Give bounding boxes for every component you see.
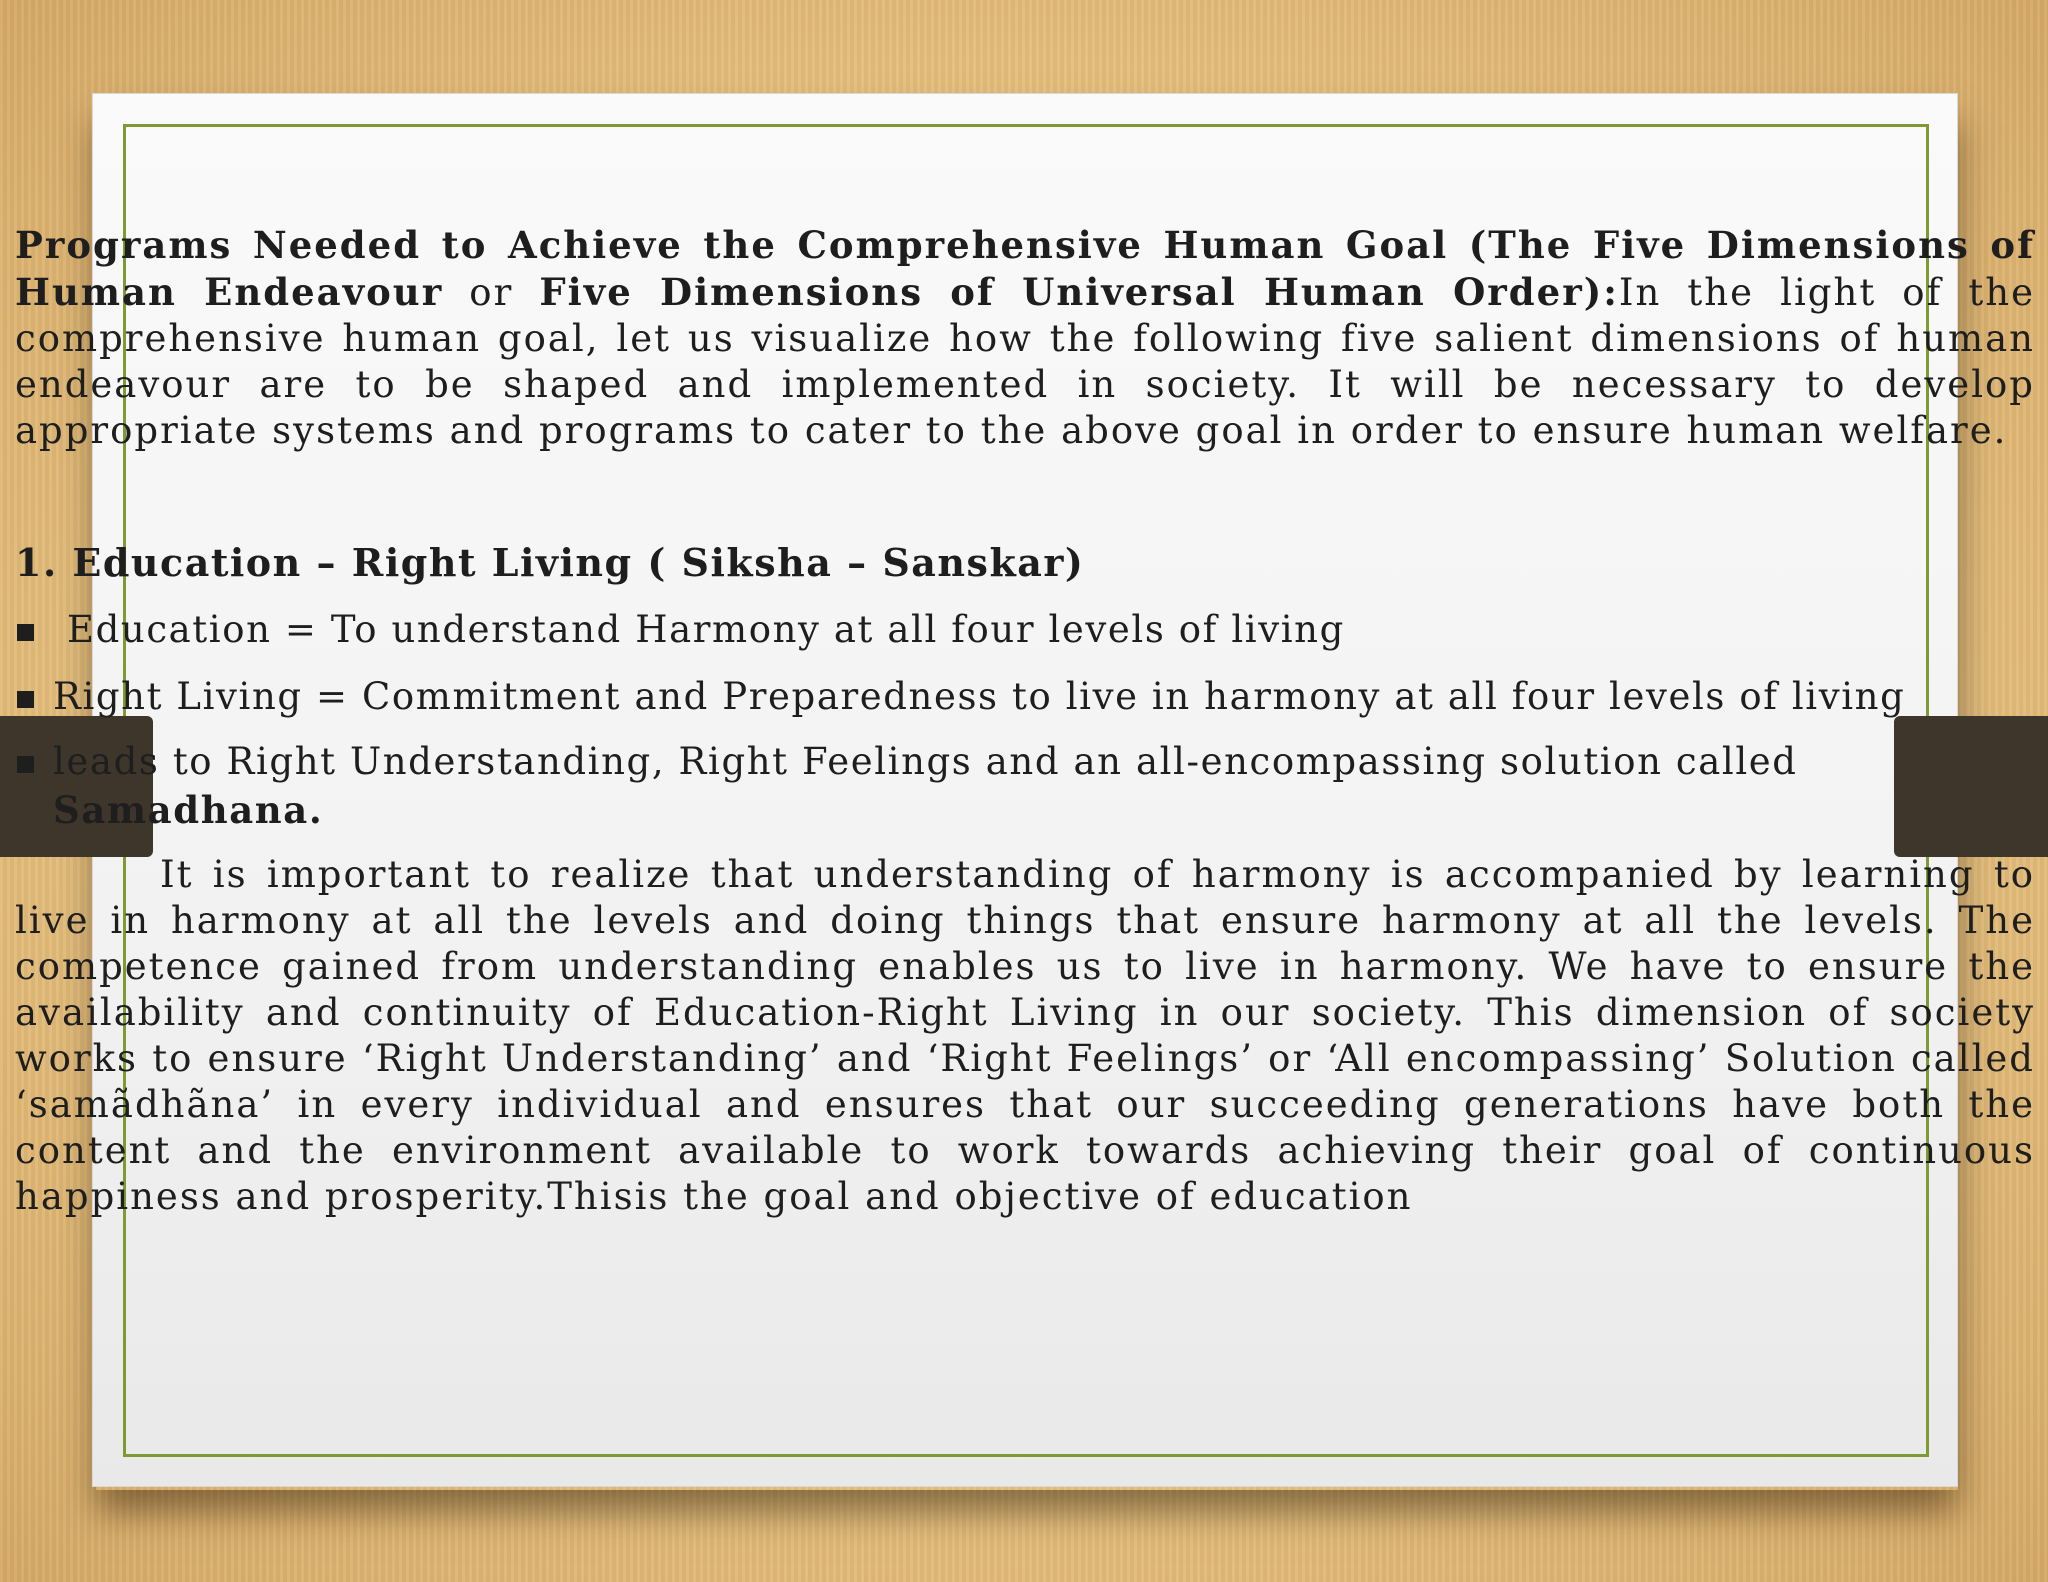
intro-heading-part1: Programs Needed to Achieve the Comprehensive Human Goal (The Five Dimensions of Human Endeavour xyxy=(15,223,2035,314)
bullet-3-text: leads to Right Understanding, Right Feelings and an all-encompassing solution called xyxy=(53,740,1798,783)
body-paragraph xyxy=(15,852,2035,1220)
intro-heading-part2: Five Dimensions of Universal Human Order): xyxy=(539,270,1619,314)
intro-body: In the light of the comprehensive human goal, let us visualize how the following five salient dimensions of human endeavour are to be shaped and implemented in society. It will be necessary to develop appropriate systems and programs to cater to the above goal in order to ensure human welfare. xyxy=(15,271,2035,452)
body-paragraph-text: It is important to realize that understanding of harmony is accompanied by learning to live in harmony at all the levels and doing things that ensure harmony at all the levels. The competence gained from understanding enables us to live in harmony. We have to ensure the availability and continuity of Education-Right Living in our society. This dimension of society works to ensure ‘Right Understanding’ and ‘Right Feelings’ or ‘All encompassing’ Solution called ‘samãdhãna’ in every individual and ensures that our succeeding generations have both the content and the environment available to work towards achieving their goal of continuous happiness and prosperity.Thisis the goal and objective of education xyxy=(15,853,2035,1218)
intro-heading-or: or xyxy=(443,271,540,314)
bullet-text: Right Living = Commitment and Preparedness to live in harmony at all four levels of living xyxy=(53,675,1906,718)
square-bullet-icon xyxy=(17,756,34,773)
section-heading: 1. Education – Right Living ( Siksha – Sanskar) xyxy=(15,540,1085,585)
bullet-text: Education = To understand Harmony at all four levels of living xyxy=(67,608,1345,651)
square-bullet-icon xyxy=(17,691,34,708)
slide-content xyxy=(15,222,2035,1218)
samadhana-term: Samadhana. xyxy=(53,788,324,832)
intro-paragraph xyxy=(15,222,2035,454)
bullet-text xyxy=(53,738,1953,835)
square-bullet-icon xyxy=(17,624,34,641)
